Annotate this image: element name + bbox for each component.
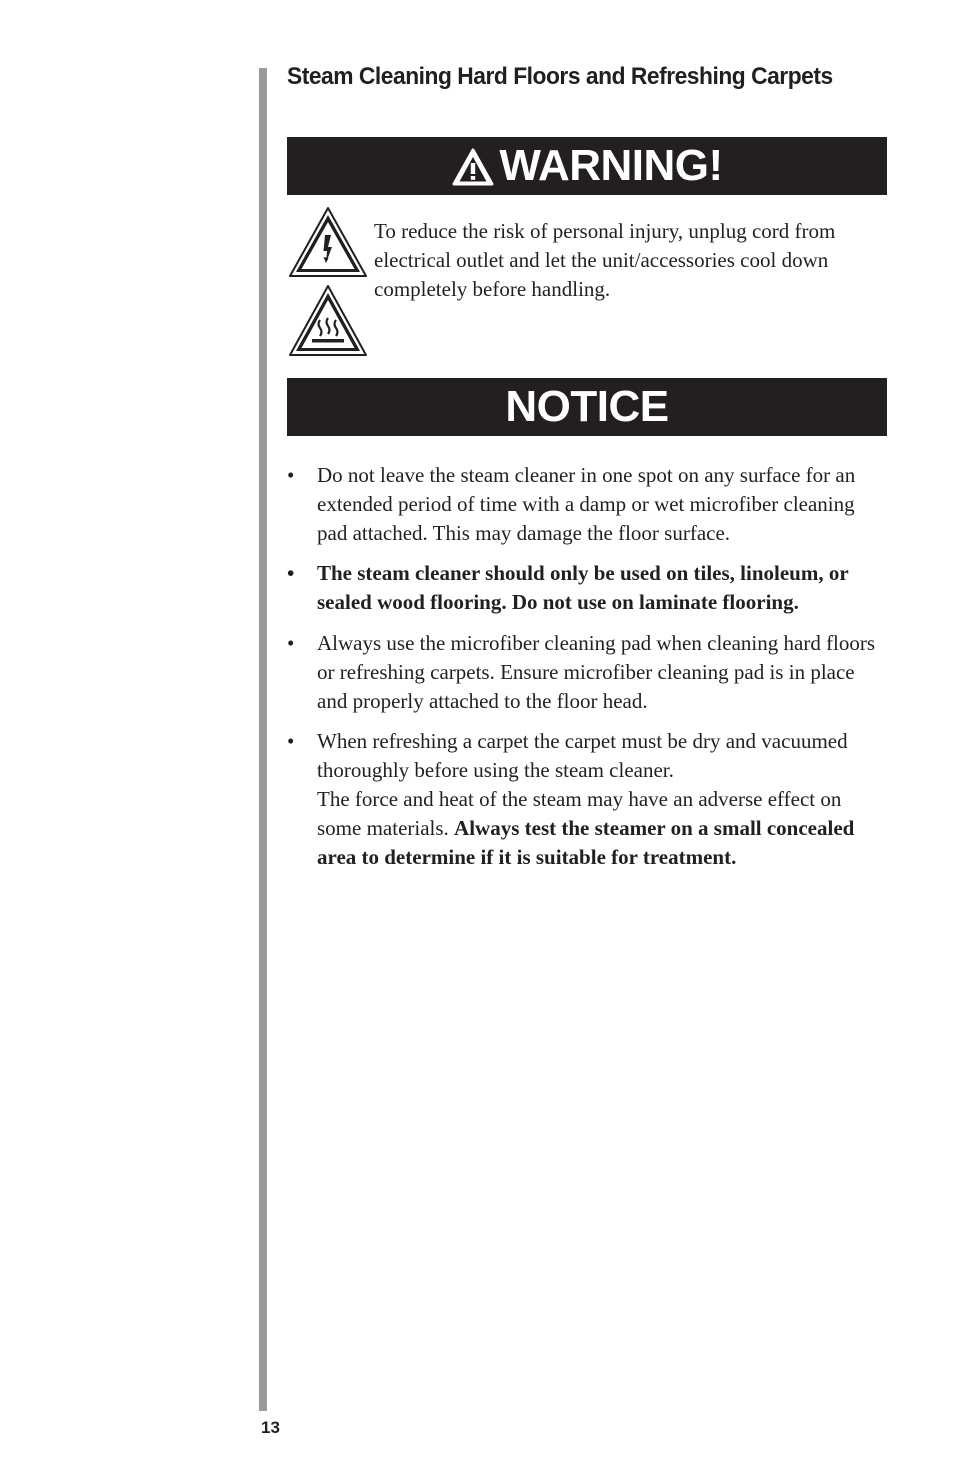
notice-heading: NOTICE: [505, 382, 669, 431]
notice-item-bold-text: Always test the steamer on a small concealed area to determine if it is suitable for treatment.: [317, 815, 855, 869]
notice-item-text-line2: The force and heat of the steam may have an adverse effect on some materials.: [317, 786, 842, 840]
warning-heading: WARNING!: [499, 141, 723, 190]
section-title: Steam Cleaning Hard Floors and Refreshing Carpets: [287, 63, 833, 90]
bullet: •: [287, 729, 295, 754]
bullet: •: [287, 630, 295, 655]
notice-item-text: Always use the microfiber cleaning pad when cleaning hard floors or refreshing carpets. Ensure microfiber cleaning pad is in place and properly attached to the floor head.: [317, 630, 876, 713]
notice-list: [287, 461, 887, 883]
list-item: [287, 559, 887, 617]
notice-item-text: Do not leave the steam cleaner in one spot on any surface for an extended period of time with a damp or wet microfiber cleaning pad attached. This may damage the floor surface.: [317, 463, 856, 545]
notice-item-bold-text: The steam cleaner should only be used on tiles, linoleum, or sealed wood flooring. Do not use on laminate flooring.: [317, 561, 849, 615]
electric-shock-hazard-icon: [287, 205, 369, 279]
bullet: •: [287, 463, 295, 487]
side-rule: [259, 68, 267, 1411]
bullet: •: [287, 561, 295, 586]
page-number: 13: [261, 1418, 280, 1437]
notice-item-text-line1: When refreshing a carpet the carpet must be dry and vacuumed thoroughly before using the steam cleaner.: [317, 729, 848, 783]
list-item: [287, 629, 887, 715]
list-item: [287, 727, 887, 871]
hot-surface-hazard-icon: [287, 283, 369, 358]
warning-text: To reduce the risk of personal injury, unplug cord from electrical outlet and let the unit/accessories cool down completely before handling.: [374, 219, 836, 301]
list-item: [287, 461, 887, 547]
warning-triangle-icon: [451, 147, 495, 187]
notice-banner: [287, 378, 887, 436]
warning-banner: [287, 137, 887, 195]
